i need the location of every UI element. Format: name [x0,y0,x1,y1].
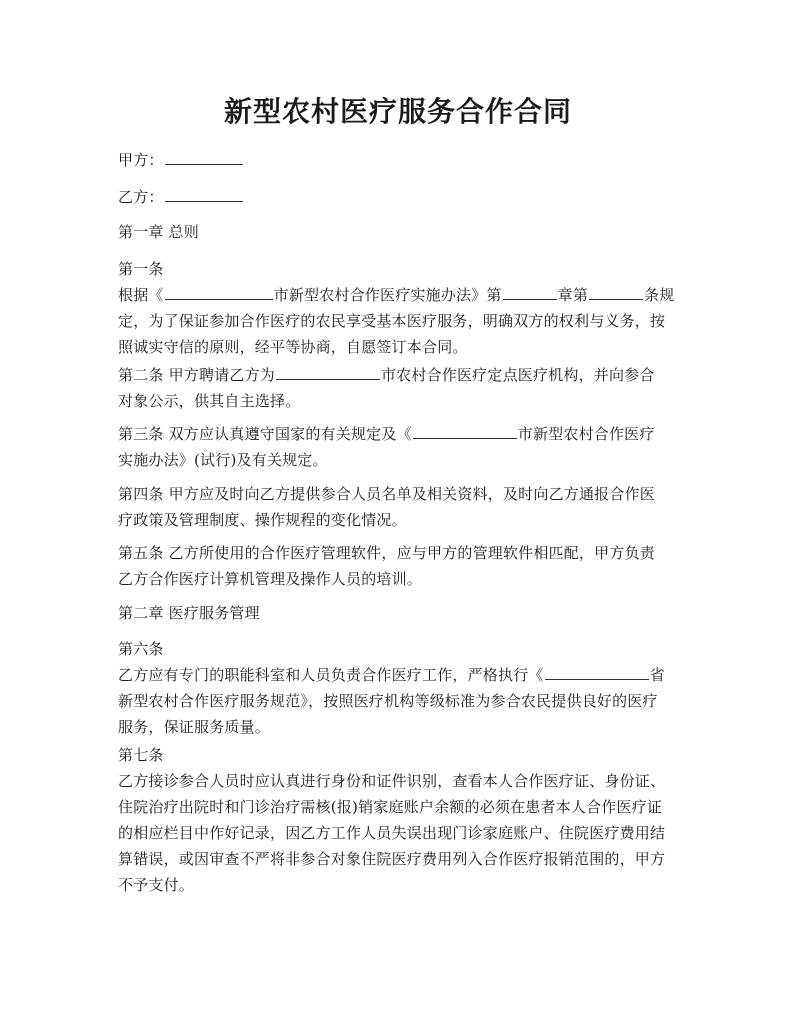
city-blank-1 [165,283,273,300]
article-4-line-1: 第四条 甲方应及时向乙方提供参合人员名单及相关资料，及时向乙方通报合作医 [118,485,655,503]
party-a-label: 甲方： [118,151,164,169]
article-1-text-a: 根据《 [118,286,164,304]
article-5-line-1: 第五条 乙方所使用的合作医疗管理软件，应与甲方的管理软件相匹配，甲方负责 [118,544,655,562]
article-3-text-a: 第三条 双方应认真遵守国家的有关规定及《 [118,425,412,443]
article-1 [118,256,684,360]
chapter-2-heading: 第二章 医疗服务管理 [118,604,260,622]
article-7-line-4: 算错误，或因审查不严将非参合对象住院医疗费用列入合作医疗报销范围的，甲方 [118,850,666,868]
article-1-heading: 第一条 [118,260,164,278]
article-6 [118,636,684,740]
party-a-line [118,147,684,173]
article-6-line-1 [118,662,684,688]
city-blank-2 [276,363,380,380]
article-4-line-2: 疗政策及管理制度、操作规程的变化情况。 [118,511,407,529]
article-2-line-2: 对象公示，供其自主选择。 [118,392,301,410]
article-7-heading: 第七条 [118,746,164,764]
party-b-line [118,184,684,210]
article-1-text-b: 市新型农村合作医疗实施办法》第 [273,286,502,304]
article-2-text-a: 第二条 甲方聘请乙方为 [118,366,275,384]
article-7-line-3: 的相应栏目中作好记录，因乙方工作人员失误出现门诊家庭账户、住院医疗费用结 [118,824,666,842]
chapter-number-blank [503,283,557,300]
article-1-line-2: 定，为了保证参加合作医疗的农民享受基本医疗服务，明确双方的权利与义务，按 [118,312,666,330]
article-1-text-d: 条规 [644,286,675,304]
party-b-label: 乙方： [118,188,164,206]
article-6-text-b: 省 [649,666,665,684]
article-1-line-3: 照诚实守信的原则，经平等协商，自愿签订本合同。 [118,338,468,356]
article-6-heading: 第六条 [118,640,164,658]
article-2-text-b: 市农村合作医疗定点医疗机构，并向参合 [380,366,655,384]
document-title: 新型农村医疗服务合作合同 [223,95,572,128]
province-blank [545,663,649,680]
article-5-line-2: 乙方合作医疗计算机管理及操作人员的培训。 [118,570,423,588]
article-5 [118,540,684,592]
article-3-line-1 [118,421,684,447]
article-2-line-1 [118,362,684,388]
article-7-line-2: 住院治疗出院时和门诊治疗需核(报)销家庭账户余额的必须在患者本人合作医疗证 [118,798,663,816]
article-3 [118,421,684,473]
article-number-blank [589,283,643,300]
article-6-text-a: 乙方应有专门的职能科室和人员负责合作医疗工作，严格执行《 [118,666,544,684]
article-2 [118,362,684,414]
article-7-line-5: 不予支付。 [118,876,195,894]
city-blank-3 [413,422,517,439]
article-7-line-1: 乙方接诊参合人员时应认真进行身份和证件识别，查看本人合作医疗证、身份证、 [118,772,666,790]
article-1-text-c: 章第 [557,286,589,304]
party-a-blank [165,148,243,165]
article-6-line-2: 新型农村合作医疗服务规范》，按照医疗机构等级标准为参合农民提供良好的医疗 [118,692,658,710]
article-7 [118,742,684,898]
party-b-blank [165,185,243,202]
article-3-line-2: 实施办法》(试行)及有关规定。 [118,451,328,469]
chapter-1-heading: 第一章 总则 [118,223,199,241]
article-6-line-3: 服务，保证服务质量。 [118,718,271,736]
article-4 [118,481,684,533]
article-3-text-b: 市新型农村合作医疗 [517,425,655,443]
article-1-line-1 [118,282,684,308]
